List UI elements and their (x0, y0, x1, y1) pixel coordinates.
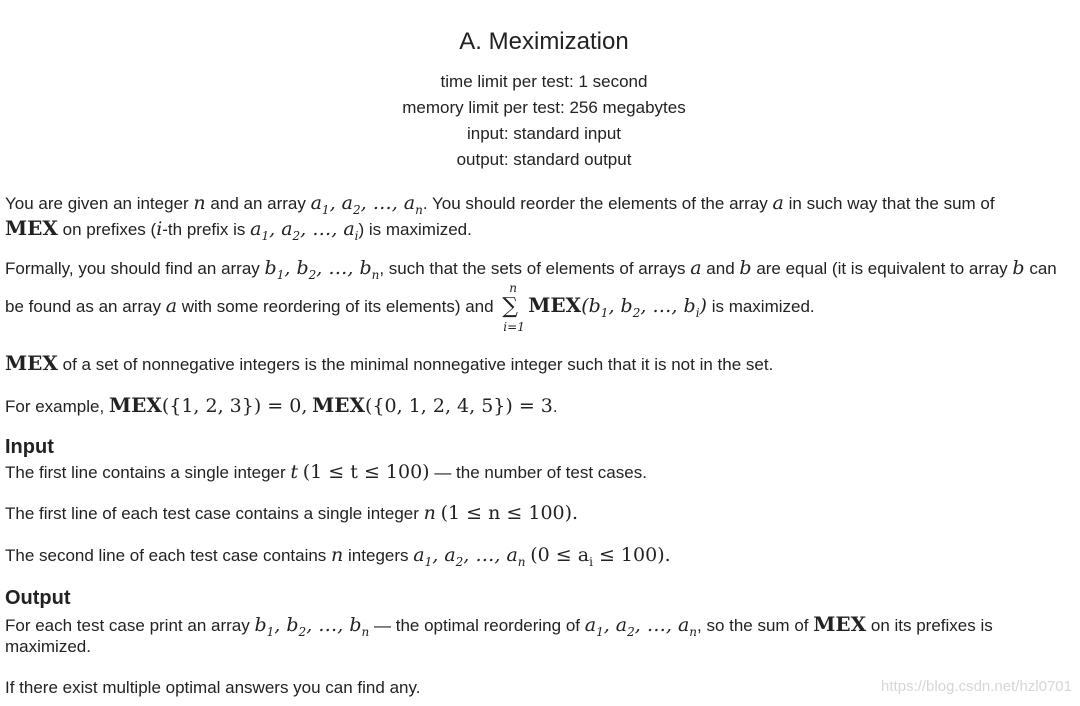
input-line3: The second line of each test case contains n integers $a_1$, $a_2$, …, $a_n$ $(0 \le a_i \le 100)$. (5, 544, 671, 569)
page-title: A. Meximization (459, 28, 629, 55)
output-type: output: standard output (456, 150, 632, 169)
output-line1: For each test case print an array $b_1$, $b_2$, …, $b_n$ — the optimal reordering of $a_1$, $a_2$, …, $a_n$, so the sum of MEX on its prefixes is (5, 612, 993, 639)
output-line3: If there exist multiple optimal answers you can find any. (5, 678, 421, 697)
output-heading: Output (5, 587, 71, 609)
statement-p4: For example, MEX({1, 2, 3}) = 0, MEX({0, 1, 2, 4, 5}) = 3. (5, 393, 558, 417)
summation-symbol: n ∑ i=1 (502, 280, 525, 334)
watermark: https://blog.csdn.net/hzl0701 (881, 678, 1072, 695)
output-line2: maximized. (5, 637, 91, 656)
input-line1: The first line contains a single integer t (1 ≤ t ≤ 100) — the number of test cases. (5, 461, 647, 483)
statement-p1-line1: You are given an integer n and an array $a_1$, $a_2$, …, $a_n$. You should reorder the elements of the array a in such way that the sum of (5, 192, 995, 217)
statement-p1-line2: MEX on prefixes (i-th prefix is $a_1$, $a_2$, …, $a_i$) is maximized. (5, 216, 472, 243)
input-heading: Input (5, 436, 54, 458)
input-line2: The first line of each test case contains a single integer n (1 ≤ n ≤ 100). (5, 502, 579, 524)
memory-limit: memory limit per test: 256 megabytes (402, 98, 686, 117)
statement-p2-line2: be found as an array a with some reordering of its elements) and n ∑ i=1 $MEX(b_1$, $b_2$, …, $b_i$) is maximized. (5, 280, 815, 334)
statement-p2-line1: Formally, you should find an array $b_1$, $b_2$, …, $b_n$, such that the sets of elements of arrays a and b are equal (it is equivalent to array b can (5, 257, 1057, 282)
input-type: input: standard input (466, 124, 622, 143)
time-limit: time limit per test: 1 second (440, 72, 648, 91)
statement-p3: MEX of a set of nonnegative integers is the minimal nonnegative integer such that it is not in the set. (5, 351, 774, 375)
